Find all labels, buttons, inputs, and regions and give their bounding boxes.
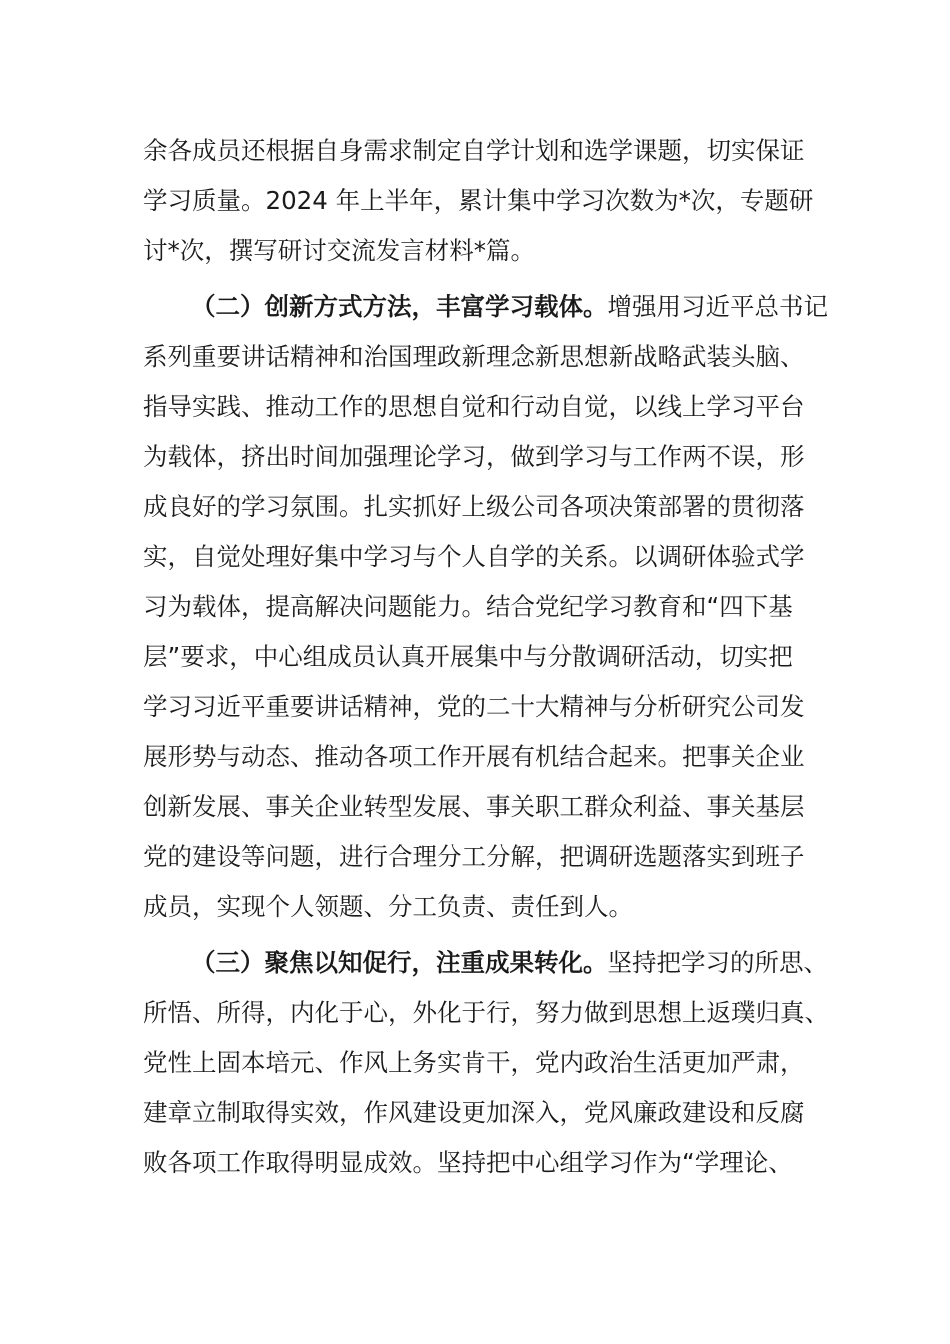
- paragraph-line: 成员，实现个人领题、分工负责、责任到人。: [143, 892, 633, 921]
- paragraph-line: 讨*次，撰写研讨交流发言材料*篇。: [143, 236, 535, 265]
- paragraph-line: 系列重要讲话精神和治国理政新理念新思想新战略武装头脑、: [143, 342, 805, 371]
- paragraph-line: 为载体，挤出时间加强理论学习，做到学习与工作两不误，形: [143, 442, 805, 471]
- paragraph-line: 层”要求，中心组成员认真开展集中与分散调研活动，切实把: [143, 642, 793, 671]
- paragraph-line: 建章立制取得实效，作风建设更加深入，党风廉政建设和反腐: [143, 1098, 805, 1127]
- paragraph-line: 习为载体，提高解决问题能力。结合党纪学习教育和“四下基: [143, 592, 793, 621]
- section-heading: （三）聚焦以知促行，注重成果转化。: [191, 948, 608, 977]
- paragraph-3: [143, 938, 829, 1188]
- paragraph-line: 成良好的学习氛围。扎实抓好上级公司各项决策部署的贯彻落: [143, 492, 805, 521]
- paragraph-line: 党的建设等问题，进行合理分工分解，把调研选题落实到班子: [143, 842, 805, 871]
- paragraph-line: 党性上固本培元、作风上务实肯干，党内政治生活更加严肃，: [143, 1048, 805, 1077]
- paragraph-line: 展形势与动态、推动各项工作开展有机结合起来。把事关企业: [143, 742, 805, 771]
- paragraph-text: 坚持把学习的所思、: [607, 948, 828, 977]
- paragraph-line: 余各成员还根据自身需求制定自学计划和选学课题，切实保证: [143, 136, 805, 165]
- paragraph-line: 学习质量。2024 年上半年，累计集中学习次数为*次，专题研: [143, 186, 814, 215]
- paragraph-1: [143, 126, 813, 276]
- section-heading: （二）创新方式方法，丰富学习载体。: [191, 292, 608, 321]
- paragraph-line: 实，自觉处理好集中学习与个人自学的关系。以调研体验式学: [143, 542, 805, 571]
- paragraph-line: 指导实践、推动工作的思想自觉和行动自觉，以线上学习平台: [143, 392, 805, 421]
- paragraph-line: 学习习近平重要讲话精神，党的二十大精神与分析研究公司发: [143, 692, 805, 721]
- paragraph-line: 创新发展、事关企业转型发展、事关职工群众利益、事关基层: [143, 792, 805, 821]
- paragraph-line: 所悟、所得，内化于心，外化于行，努力做到思想上返璞归真、: [143, 998, 829, 1027]
- paragraph-line: 败各项工作取得明显成效。坚持把中心组学习作为“学理论、: [143, 1148, 793, 1177]
- paragraph-text: 增强用习近平总书记: [607, 292, 828, 321]
- paragraph-2: [143, 282, 828, 932]
- paragraph-first-line: [143, 938, 828, 988]
- paragraph-first-line: [143, 282, 828, 332]
